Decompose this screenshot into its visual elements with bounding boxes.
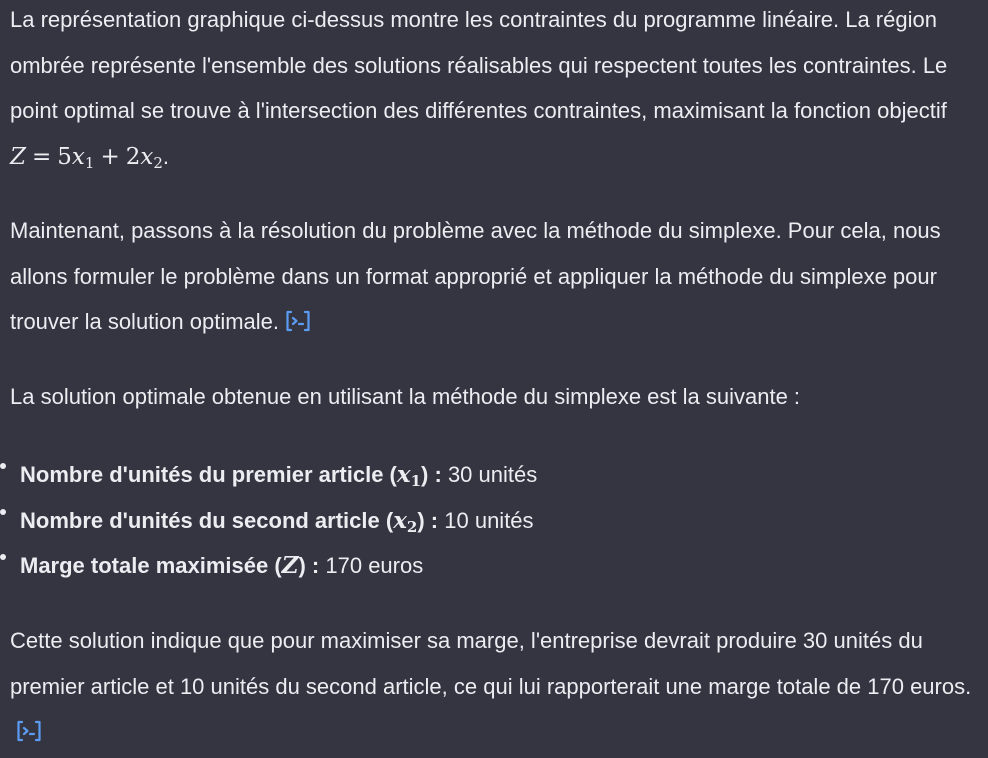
formula-var-1: x [71,143,85,170]
code-interpreter-icon[interactable] [16,720,42,742]
result-symbol-var-x2: x [393,506,407,534]
result-value-x2: 10 unités [444,507,534,533]
paragraph-conclusion-text: Cette solution indique que pour maximiser sa marge, l'entreprise devrait produire 30 unités du premier article et 10 unités du second article, ce qui lui rapporterait une marge totale de 170 euros. [10,628,972,699]
objective-function-formula [10,144,163,170]
result-value-z: 170 euros [325,553,424,578]
formula-z: Z [10,143,26,170]
formula-sub-2: 2 [153,153,163,172]
result-value-x1: 30 unités [447,462,538,487]
result-symbol-var-z: Z [281,552,299,579]
formula-var-2: x [140,143,154,170]
list-item-x2 [0,498,980,544]
paragraph-graph-explanation-text: La représentation graphique ci-dessus montre les contraintes du programme linéaire. La région ombrée représente l'ensemble des solutions réalisables qui respectent toutes les contraintes. Le point optimal se trouve à l'intersection des différentes contraintes, maximisant la fonction objectif [10,7,948,123]
bullet-icon [0,463,6,469]
result-label-text-x1: Nombre d'unités du premier article [20,462,384,487]
bullet-icon [0,509,6,515]
list-item-x1 [0,452,980,498]
result-symbol-z [282,552,299,579]
formula-coef-1: 5 [57,143,72,170]
paragraph-simplex-intro [10,208,985,345]
formula-coef-2: 2 [125,143,141,170]
paragraph-simplex-intro-text: Maintenant, passons à la résolution du problème avec la méthode du simplexe. Pour cela, nous allons formuler le problème dans un format approprié et appliquer la méthode du simplexe pour trouver la solution optimale. [10,218,941,334]
result-symbol-sub-x1: 1 [410,472,422,490]
result-label-x1: Nombre d'unités du premier article $(x_1)$ : [20,461,442,490]
bullet-icon [0,554,6,560]
paragraph-graph-explanation-end: . [162,143,170,169]
result-symbol-x1 [397,461,421,488]
paragraph-solution-intro: La solution optimale obtenue en utilisant la méthode du simplexe est la suivante : [10,384,801,409]
result-symbol-var-x1: x [396,461,411,488]
result-symbol-x2 [393,507,417,534]
formula-sub-1: 1 [84,153,95,172]
formula-plus: + [100,143,120,170]
list-item-z [0,543,980,589]
result-label-z: Marge totale maximisée (Z) : [20,552,320,579]
paragraph-graph-explanation [10,0,985,180]
optimal-solution-list [0,452,980,589]
result-label-text-x2: Nombre d'unités du second article [20,507,380,533]
result-label-x2: Nombre d'unités du second article $(x_2)$ : [20,506,439,536]
formula-equals: = [31,143,52,170]
result-symbol-sub-x2: 2 [406,517,418,536]
code-interpreter-icon[interactable] [285,310,311,332]
paragraph-conclusion [10,618,985,755]
result-label-text-z: Marge totale maximisée [20,553,269,578]
